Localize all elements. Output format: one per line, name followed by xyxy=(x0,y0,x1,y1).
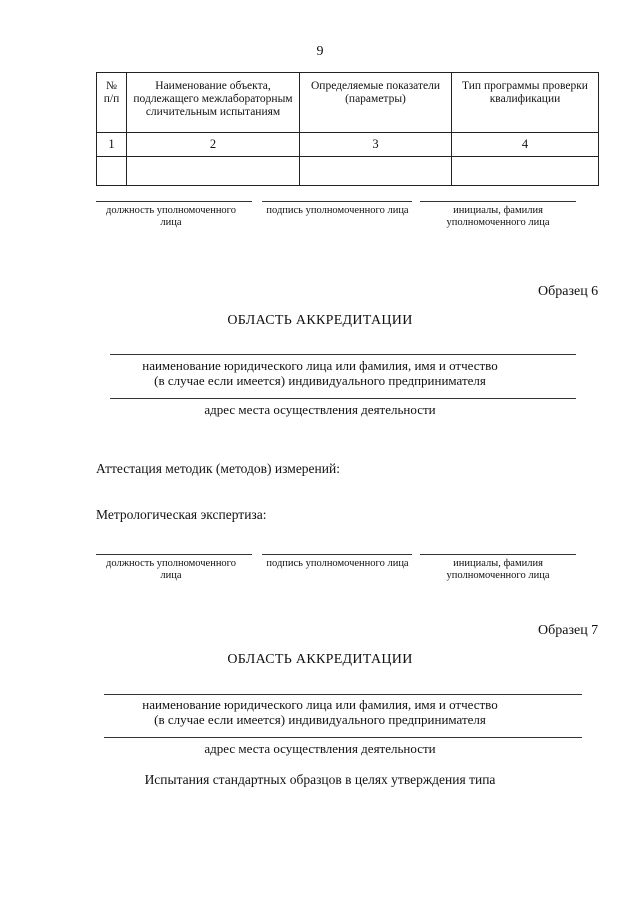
signature-caption: подпись уполномоченного лица xyxy=(266,205,409,216)
sample-label: Образец 7 xyxy=(538,623,599,638)
table-cell xyxy=(452,157,599,186)
name-caption-1: наименование юридического лица или фамилия, имя и отчество xyxy=(142,697,498,712)
address-line xyxy=(104,737,582,738)
sample-label: Образец 6 xyxy=(538,284,599,299)
initials-caption: инициалы, фамилия уполномоченного лица xyxy=(446,205,550,228)
page-number: 9 xyxy=(316,44,324,59)
section-title: ОБЛАСТЬ АККРЕДИТАЦИИ xyxy=(227,652,413,667)
position-caption: должность уполномоченного лица xyxy=(106,558,236,581)
table-cell xyxy=(300,157,452,186)
header-cell: № п/п xyxy=(97,73,127,133)
table-number-row xyxy=(97,133,599,157)
position-caption: должность уполномоченного лица xyxy=(106,205,236,228)
column-number: 3 xyxy=(300,133,452,157)
header-cell: Тип программы проверки квалификации xyxy=(452,73,599,133)
name-caption-1: наименование юридического лица или фамилия, имя и отчество xyxy=(142,358,498,373)
initials-line xyxy=(420,554,576,555)
table-header-row xyxy=(97,73,599,133)
position-line xyxy=(96,554,252,555)
position-line xyxy=(96,201,252,202)
name-line xyxy=(110,354,576,355)
address-caption: адрес места осуществления деятельности xyxy=(204,402,436,417)
signature-caption: подпись уполномоченного лица xyxy=(266,558,409,569)
header-cell: Наименование объекта, подлежащего межлабораторным сличительным испытаниям xyxy=(127,73,300,133)
table-cell xyxy=(127,157,300,186)
header-cell: Определяемые показатели (параметры) xyxy=(300,73,452,133)
scope-table xyxy=(96,72,599,186)
initials-caption: инициалы, фамилия уполномоченного лица xyxy=(446,558,550,581)
methods-attestation-label: Аттестация методик (методов) измерений: xyxy=(96,461,340,476)
name-caption-2: (в случае если имеется) индивидуального предпринимателя xyxy=(154,712,486,727)
initials-line xyxy=(420,201,576,202)
address-line xyxy=(110,398,576,399)
signature-line xyxy=(262,554,412,555)
name-caption-2: (в случае если имеется) индивидуального предпринимателя xyxy=(154,373,486,388)
address-caption: адрес места осуществления деятельности xyxy=(204,741,436,756)
table-empty-row xyxy=(97,157,599,186)
signature-line xyxy=(262,201,412,202)
column-number: 2 xyxy=(127,133,300,157)
table-cell xyxy=(97,157,127,186)
standard-samples-text: Испытания стандартных образцов в целях утверждения типа xyxy=(144,772,496,787)
column-number: 4 xyxy=(452,133,599,157)
name-line xyxy=(104,694,582,695)
section-title: ОБЛАСТЬ АККРЕДИТАЦИИ xyxy=(227,313,413,328)
column-number: 1 xyxy=(97,133,127,157)
metrological-expertise-label: Метрологическая экспертиза: xyxy=(96,507,267,522)
